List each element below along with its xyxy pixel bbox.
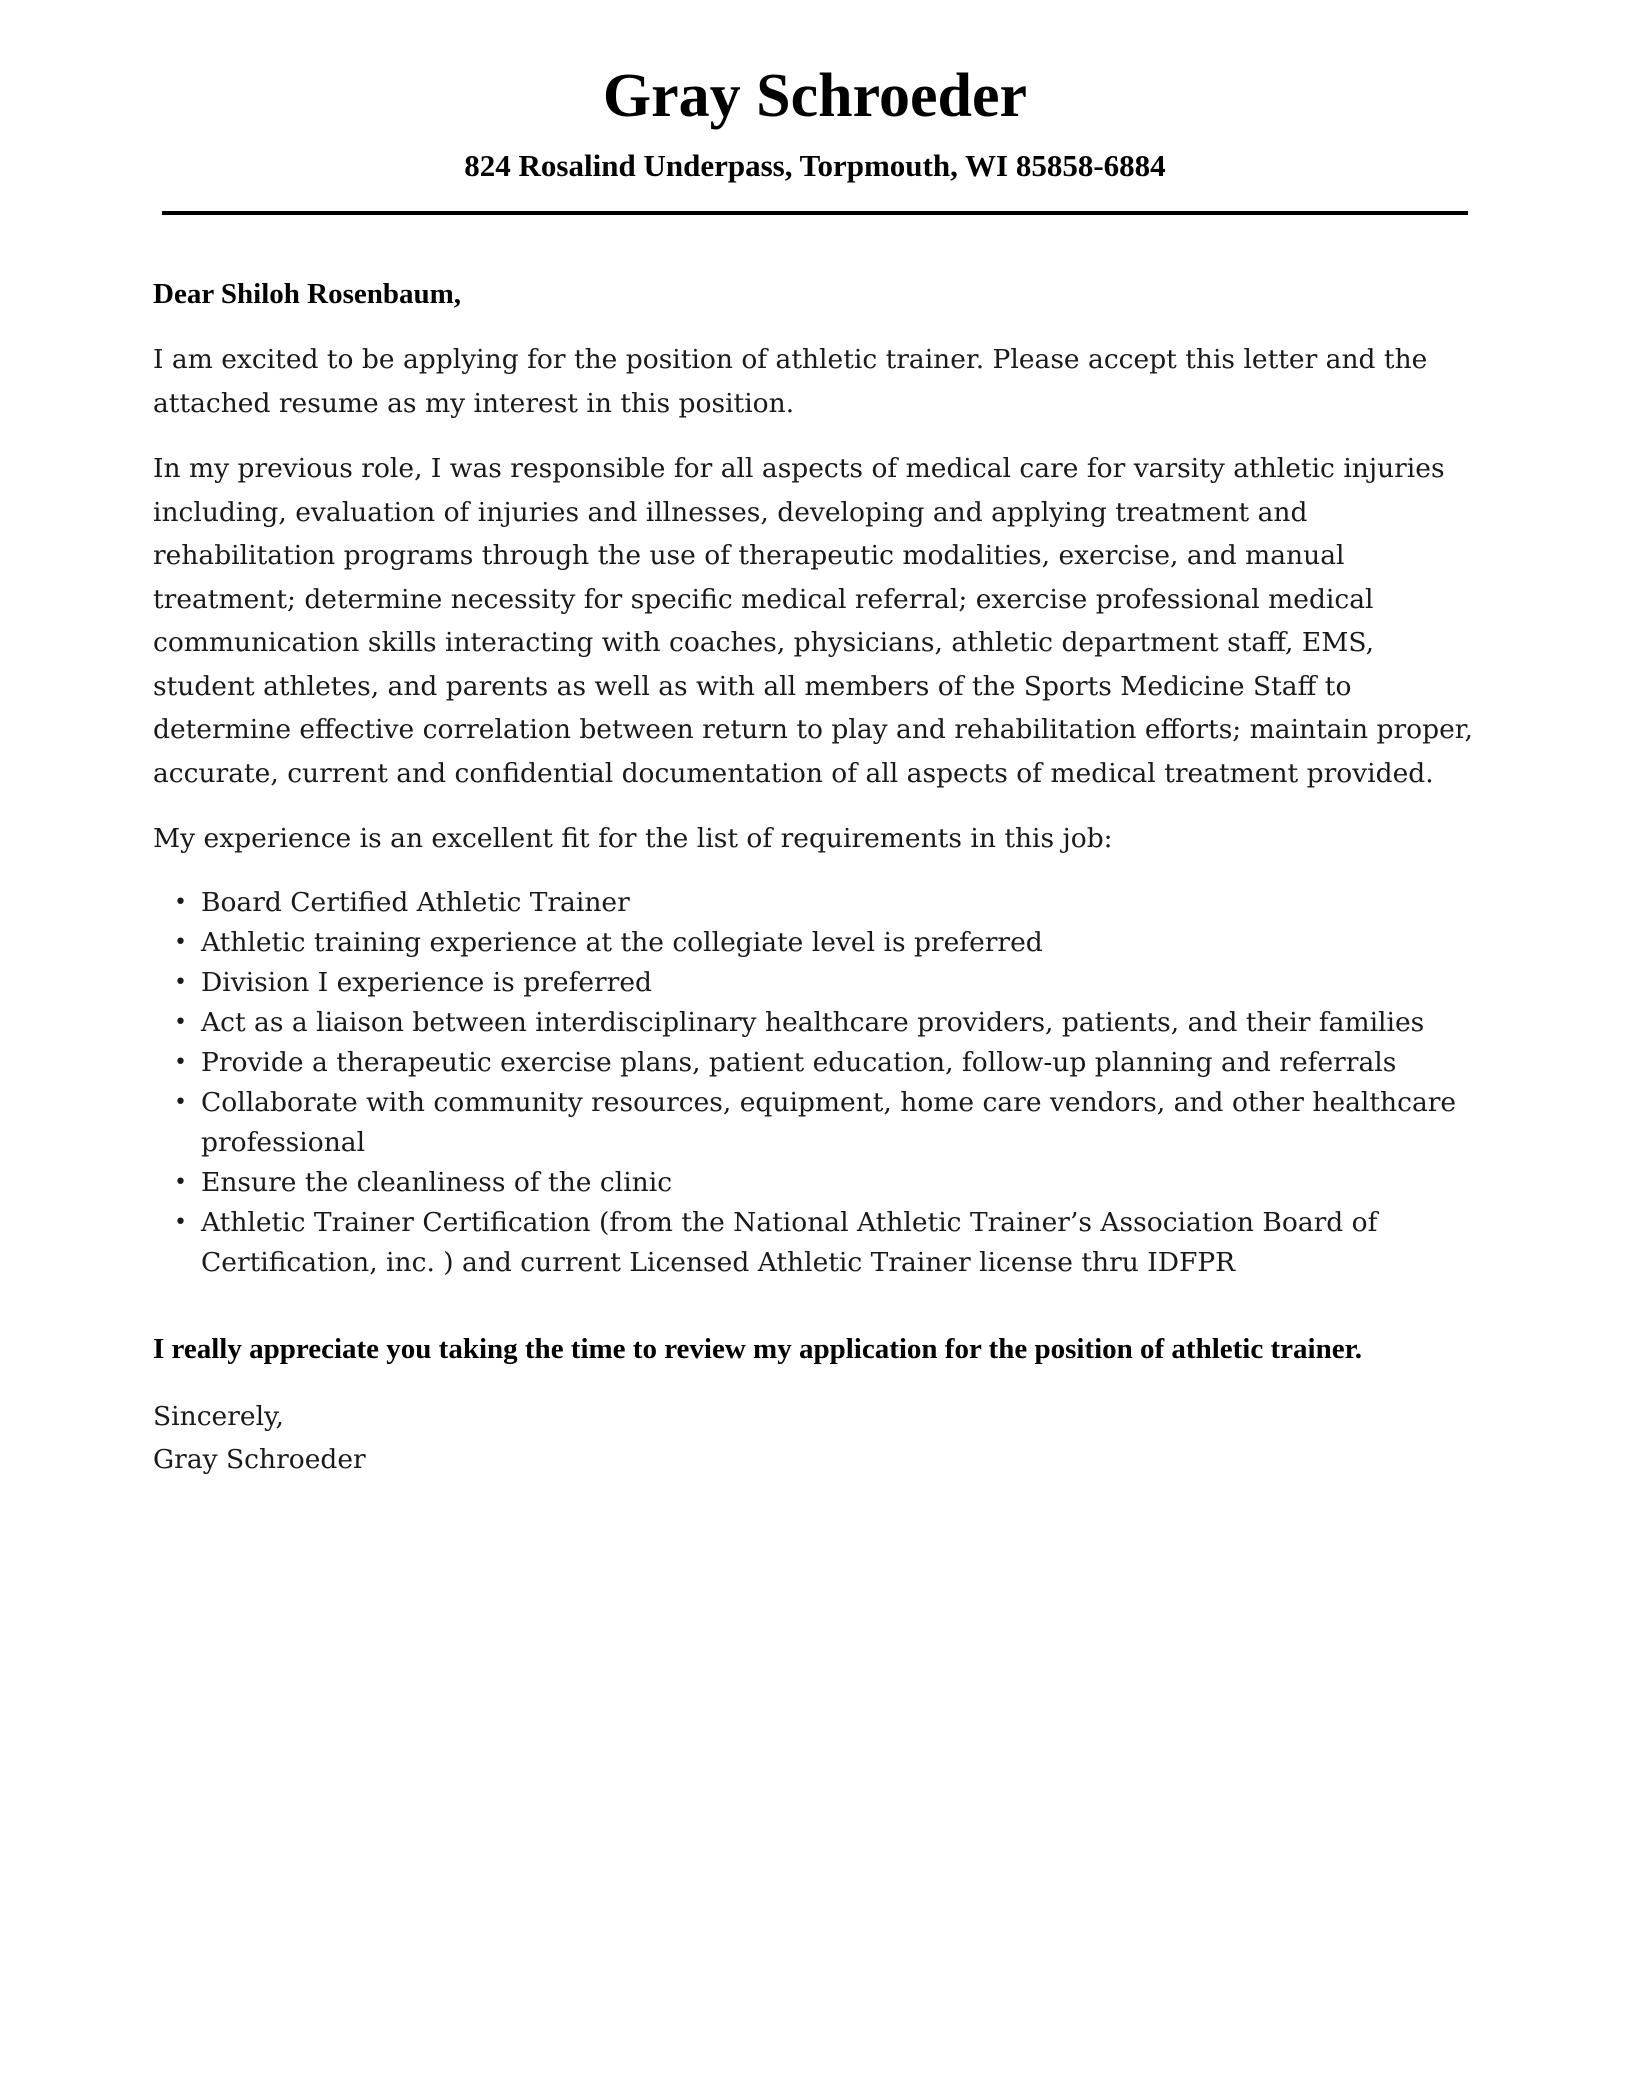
bullet-icon: • xyxy=(174,1009,187,1035)
salutation: Dear Shiloh Rosenbaum, xyxy=(153,278,462,310)
list-item xyxy=(174,923,1483,963)
applicant-name: Gray Schroeder xyxy=(602,62,1028,130)
bullet-icon: • xyxy=(174,1089,187,1115)
requirement-text: Provide a therapeutic exercise plans, patient education, follow-up planning and referrals xyxy=(201,1046,1397,1078)
closing-statement: I really appreciate you taking the time to review my application for the position of athletic trainer. xyxy=(153,1332,1363,1365)
requirements-list xyxy=(153,883,1483,1283)
header-divider xyxy=(162,211,1468,215)
list-item xyxy=(174,1083,1483,1163)
list-item xyxy=(174,883,1483,923)
requirement-text: Ensure the cleanliness of the clinic xyxy=(201,1166,673,1198)
letter-body xyxy=(153,272,1483,1482)
bullet-icon: • xyxy=(174,1049,187,1075)
bullet-icon: • xyxy=(174,969,187,995)
requirement-text: Act as a liaison between interdisciplinary healthcare providers, patients, and their families xyxy=(201,1006,1425,1038)
requirements-intro: My experience is an excellent fit for the list of requirements in this job: xyxy=(153,823,1113,854)
intro-paragraph: I am excited to be applying for the position of athletic trainer. Please accept this letter and the attached resume as my interest in this position. xyxy=(153,344,1428,419)
list-item xyxy=(174,1163,1483,1203)
requirement-text: Board Certified Athletic Trainer xyxy=(201,886,630,918)
signature-name: Gray Schroeder xyxy=(153,1444,366,1475)
requirement-text: Athletic training experience at the collegiate level is preferred xyxy=(201,926,1043,958)
bullet-icon: • xyxy=(174,929,187,955)
requirement-text: Division I experience is preferred xyxy=(201,966,652,998)
list-item xyxy=(174,1003,1483,1043)
bullet-icon: • xyxy=(174,889,187,915)
bullet-icon: • xyxy=(174,1209,187,1235)
bullet-icon: • xyxy=(174,1169,187,1195)
signoff: Sincerely, xyxy=(153,1400,284,1432)
requirement-text: Athletic Trainer Certification (from the National Athletic Trainer’s Association Board of Certification, inc. ) and current Licensed Athletic Trainer license thru IDFPR xyxy=(201,1206,1378,1278)
requirement-text: Collaborate with community resources, equipment, home care vendors, and other healthcare professional xyxy=(201,1086,1457,1158)
list-item xyxy=(174,1043,1483,1083)
applicant-address: 824 Rosalind Underpass, Torpmouth, WI 85858-6884 xyxy=(464,148,1166,183)
list-item xyxy=(174,1203,1483,1283)
list-item xyxy=(174,963,1483,1003)
letter-header xyxy=(162,58,1468,183)
experience-paragraph: In my previous role, I was responsible for all aspects of medical care for varsity athletic injuries including, evaluation of injuries and illnesses, developing and applying treatment and rehabilitation programs through the use of therapeutic modalities, exercise, and manual treatment; determine necessity for specific medical referral; exercise professional medical communication skills interacting with coaches, physicians, athletic department staff, EMS, student athletes, and parents as well as with all members of the Sports Medicine Staff to determine effective correlation between return to play and rehabilitation efforts; maintain proper, accurate, current and confidential documentation of all aspects of medical treatment provided. xyxy=(153,453,1473,789)
